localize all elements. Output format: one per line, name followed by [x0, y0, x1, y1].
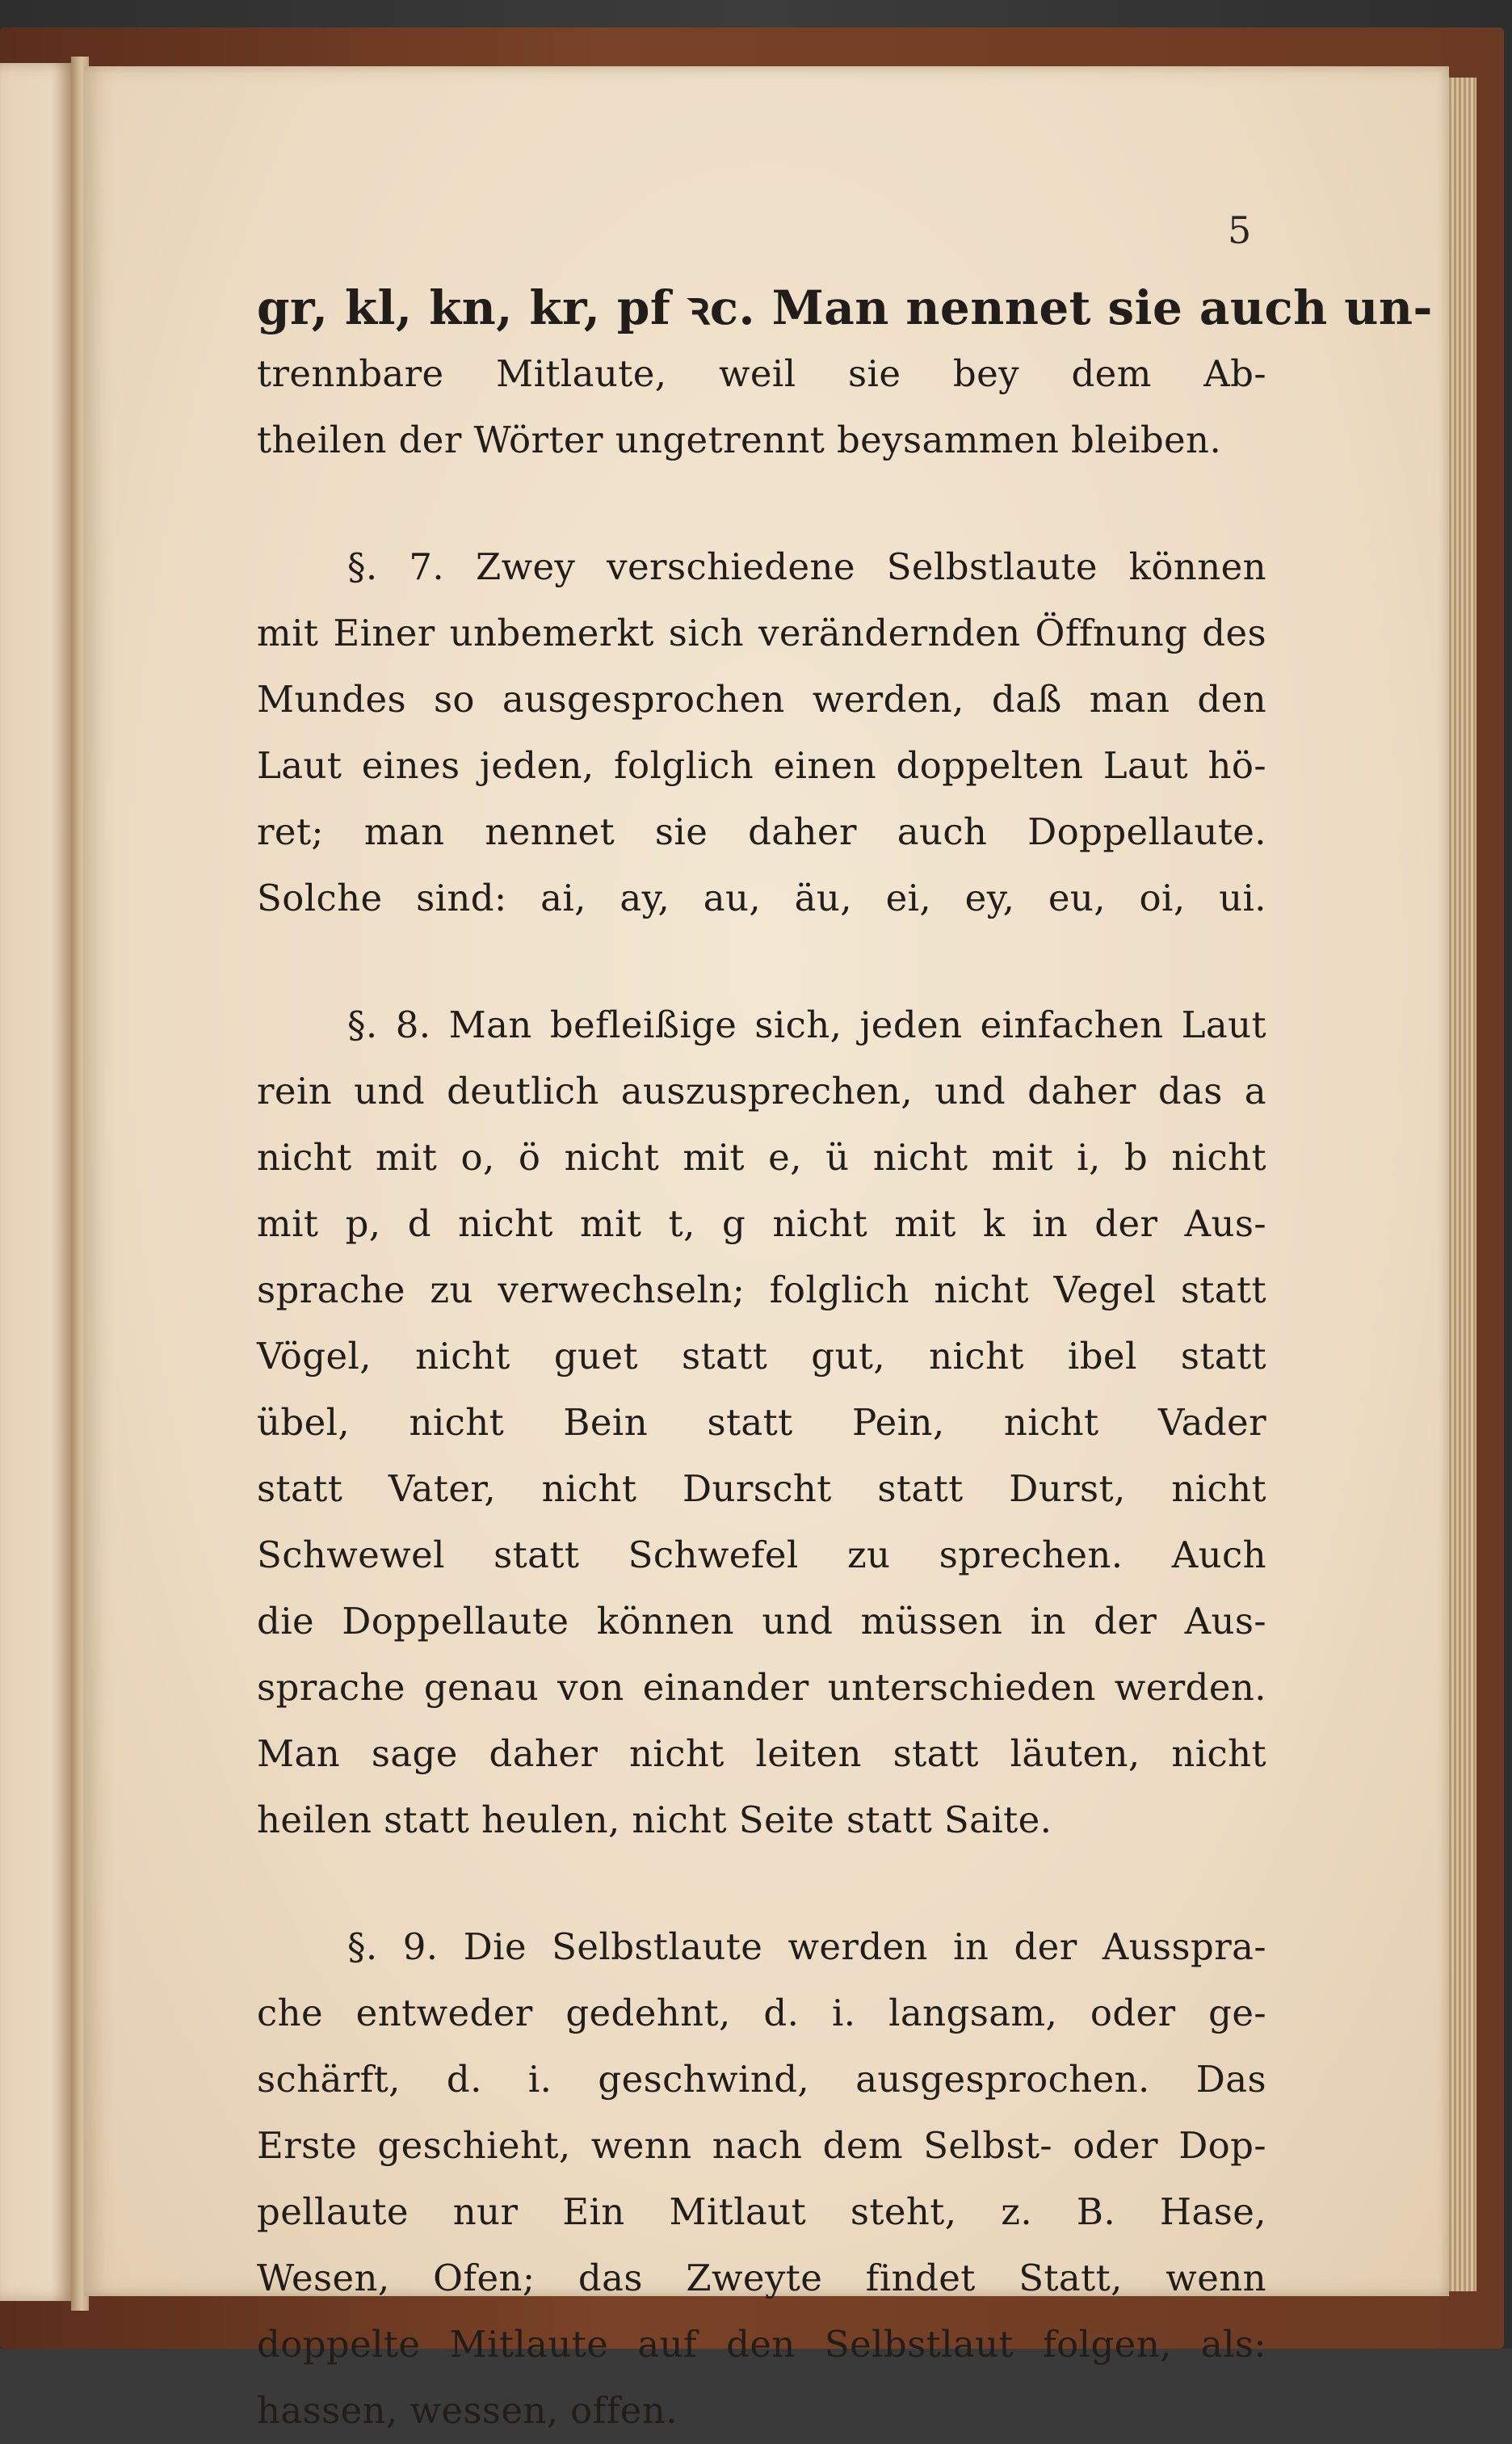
paragraph-continuation: [257, 275, 1433, 473]
text-line: Vögel, nicht guet statt gut, nicht ibel statt: [257, 1335, 1266, 1378]
text-line: che entweder gedehnt, d. i. langsam, oder ge-: [257, 1992, 1266, 2034]
text-line: Wesen, Ofen; das Zweyte findet Statt, wenn: [257, 2257, 1266, 2299]
text-line: sprache zu verwechseln; folglich nicht Vegel statt: [257, 1268, 1266, 1311]
text-line: heilen statt heulen, nicht Seite statt Saite.: [257, 1798, 1052, 1841]
text-line: schärft, d. i. geschwind, ausgesprochen. Das: [257, 2058, 1266, 2101]
paragraph-section-9: [257, 1914, 1266, 2444]
paragraph-section-8: [257, 992, 1266, 1853]
text-line: gr, kl, kn, kr, pf ꝛc. Man nennet sie auch un-: [257, 280, 1433, 335]
text-line: statt Vater, nicht Durscht statt Durst, nicht: [257, 1467, 1266, 1510]
text-line: Man sage daher nicht leiten statt läuten, nicht: [257, 1732, 1266, 1775]
text-line: doppelte Mitlaute auf den Selbstlaut folgen, als:: [257, 2323, 1266, 2366]
text-line: Schwewel statt Schwefel zu sprechen. Auch: [257, 1533, 1266, 1576]
text-line: ret; man nennet sie daher auch Doppellaute.: [257, 810, 1266, 853]
text-line: rein und deutlich auszusprechen, und daher das a: [257, 1070, 1266, 1113]
text-line: §. 9. Die Selbstlaute werden in der Ausspra-: [347, 1925, 1266, 1968]
text-line: theilen der Wörter ungetrennt beysammen bleiben.: [257, 419, 1222, 461]
text-line: übel, nicht Bein statt Pein, nicht Vader: [257, 1401, 1266, 1444]
page-text: [257, 275, 1433, 2444]
text-line: hassen, wessen, offen.: [257, 2389, 678, 2432]
text-line: sprache genau von einander unterschieden werden.: [257, 1666, 1266, 1709]
text-line: Mundes so ausgesprochen werden, daß man den: [257, 678, 1266, 721]
text-line: trennbare Mitlaute, weil sie bey dem Ab-: [257, 352, 1266, 395]
text-line: Erste geschieht, wenn nach dem Selbst- oder Dop-: [257, 2124, 1266, 2167]
text-line: nicht mit o, ö nicht mit e, ü nicht mit i, b nicht: [257, 1136, 1266, 1179]
text-line: mit Einer unbemerkt sich verändernden Öffnung des: [257, 612, 1266, 654]
text-line: Solche sind: ai, ay, au, äu, ei, ey, eu, oi, ui.: [257, 877, 1266, 919]
text-line: §. 7. Zwey verschiedene Selbstlaute können: [347, 545, 1266, 588]
page-number: 5: [1228, 208, 1252, 252]
paragraph-section-7: [257, 534, 1266, 932]
left-page-edge: [0, 63, 74, 2301]
text-line: mit p, d nicht mit t, g nicht mit k in der Aus-: [257, 1202, 1266, 1245]
page-stack-edge: [1449, 78, 1476, 2291]
text-line: Laut eines jeden, folglich einen doppelten Laut hö-: [257, 744, 1266, 787]
text-line: pellaute nur Ein Mitlaut steht, z. B. Hase,: [257, 2190, 1266, 2233]
text-line: die Doppellaute können und müssen in der Aus-: [257, 1600, 1266, 1643]
text-line: §. 8. Man befleißige sich, jeden einfachen Laut: [347, 1003, 1266, 1046]
